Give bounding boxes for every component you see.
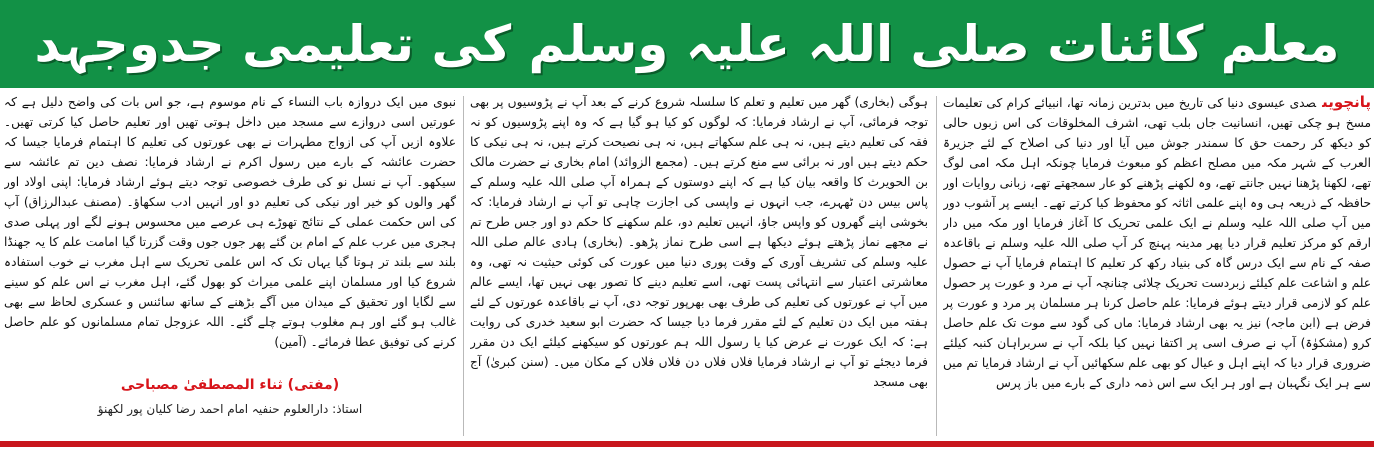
author-byline: (مفتی) ثناء المصطفیٰ مصباحی [120,377,340,393]
column-divider [936,96,937,436]
column-3-paragraph: نبوی میں ایک دروازہ باب النساء کے نام موسوم ہے، جو اس بات کی واضح دلیل ہے کہ عورتیں اسی دروازے سے مسجد میں داخل ہوتی تھیں اور تعلیم حاصل کیا کرتی تھیں۔ علاوہ ازیں آپ کی ازواج مطہرات نے بھی عورتوں کی تعلیم کا اہتمام فرمایا جیسا کہ حضرت عائشہ کے بارے میں رسول اکرم نے ارشاد فرمایا: نصف دین تم عائشہ سے سیکھو۔ آپ نے نسل نو کی طرف خصوصی توجہ دیتے ہوئے ارشاد فرمایا: اپنی اولاد اور گھر والوں کو خیر اور نیکی کی تعلیم دو اور انہیں ادب سکھاؤ۔ (مصنف عبدالرزاق) آپ کی اس حکمت عملی کے نتائج تھوڑے ہی عرصے میں محسوس ہونے لگے اور پہلی صدی ہجری میں عرب علم کے امام بن گئے پھر جوں جوں وقت گزرتا گیا امامت علم کا یہ جھنڈا بلند سے بلند تر ہوتا گیا یہاں تک کہ اس علمی تحریک سے اہل مغرب نے خوب استفادہ شروع کیا اور مسلمان اپنے علمی میراث کو بھول گئے، اہل مغرب نے اس علم کو سینے سے لگایا اور تحقیق کے میدان میں آگے بڑھنے کے ساتھ سائنس و عسکری لحاظ سے بھی غالب ہو گئے اور ہم مغلوب ہوتے چلے گئے۔ اللہ عزوجل تمام مسلمانوں کو علم حاصل کرنے کی توفیق عطا فرمائے۔ (آمین) [4,95,456,349]
column-1-text [943,92,1371,393]
lead-word: پانچویں [1322,93,1371,111]
article-column-2 [470,92,928,442]
headline: معلم کائنات صلی اللہ علیہ وسلم کی تعلیمی جدوجہد [34,15,1340,73]
headline-banner [0,0,1374,88]
column-2-paragraph: ہوگی (بخاری) گھر میں تعلیم و تعلم کا سلسلہ شروع کرنے کے بعد آپ نے پڑوسیوں پر بھی توجہ فرمائی، آپ نے ارشاد فرمایا: کہ لوگوں کو کیا ہو گیا ہے کہ وہ اپنے پڑوسیوں کو نہ فقہ کی تعلیم دیتے ہیں، نہ ہی علم سکھاتے ہیں، نہ ہی نصیحت کرتے ہیں، نہ ہی نیکی کا حکم دیتے ہیں اور نہ برائی سے منع کرتے ہیں۔ (مجمع الزوائد) امام بخاری نے حضرت مالک بن الحویرث کا واقعہ بیان کیا ہے کہ اپنے دوستوں کے ہمراہ آپ صلی اللہ علیہ وسلم کے پاس بیس دن ٹھہرے، جب انہوں نے واپسی کی اجازت چاہی تو آپ نے ارشاد فرمایا: کہ بخوشی اپنے گھروں کو واپس جاؤ، انہیں تعلیم دو، علم سکھنے کا حکم دو اور جس طرح تم نے مجھے نماز پڑھتے ہوئے دیکھا ہے اسی طرح نماز پڑھو۔ (بخاری) ہادی عالم صلی اللہ علیہ وسلم کی تشریف آوری کے وقت پوری دنیا میں عورت کی کوئی حیثیت نہ تھی، وہ معاشرتی اعتبار سے انتہائی پست تھی، اسے تعلیم دینے کا تصور بھی نہیں تھا، ایسے عالم میں آپ نے عورتوں کی تعلیم کی طرف بھی بھرپور توجہ دی، آپ نے باقاعدہ عورتوں کے لئے ہفتہ میں ایک دن تعلیم کے لئے مقرر فرما دیا جیسا کہ حضرت ابو سعید خدری کی روایت ہے: کہ ایک عورت نے عرض کیا یا رسول اللہ ہم عورتوں کو سیکھنے کیلئے ایک دن مقرر فرما دیجئے تو آپ نے ارشاد فرمایا فلاں فلاں دن فلاں فلاں کے مکان میں۔ (سنن کبریٰ) آج بھی مسجد [470,95,928,389]
column-1-paragraph: صدی عیسوی دنیا کی تاریخ میں بدترین زمانہ تھا، انبیائے کرام کی تعلیمات مسخ ہو چکی تھیں، انسانیت جاں بلب تھی، اشرف المخلوقات کی اس زبوں حالی کو دیکھ کر رحمت حق کا سمندر جوش میں آیا اور دنیا کی اصلاح کے لئے جزیرۃ العرب کے شہر مکہ میں مصلح اعظم کو مبعوث فرمایا چونکہ اہل مکہ امی لوگ تھے، لکھنا پڑھنا نہیں جانتے تھے، وہ لکھنے پڑھنے کو عار سمجھتے تھے، زبانی روایات اور حافظہ کے ذریعہ ہی وہ اپنے علمی اثاثہ کو محفوظ کیا کرتے تھے۔ ایسے پر آشوب دور میں آپ صلی اللہ علیہ وسلم نے ایک علمی تحریک کا آغاز فرمایا اور مکہ میں دار ارقم کو مرکز تعلیم قرار دیا پھر مدینہ پہنچ کر آپ صلی اللہ علیہ وسلم نے باقاعدہ صفہ کے نام سے ایک درس گاہ کی بنیاد رکھ کر تعلیم کا اہتمام فرمایا آپ نے حصول علم و اشاعت علم کیلئے زبردست تحریک چلائی چنانچہ آپ نے مرد و عورت پر حصول علم کو لازمی قرار دیتے ہوئے فرمایا: علم حاصل کرنا ہر مسلمان پر مرد و عورت پر فرض ہے (ابن ماجہ) نیز یہ بھی ارشاد فرمایا: ماں کی گود سے موت تک علم حاصل کرو (مشکوٰۃ) آپ نے صرف اسی پر اکتفا نہیں کیا بلکہ آپ نے سربراہان کنبہ کیلئے ضروری قرار دیا کہ اپنے اہل و عیال کو بھی علم سکھائیں آپ نے ارشاد فرمایا تم میں سے ہر ایک نگہبان ہے اور ہر ایک سے اس ذمہ داری کے بارے میں باز پرس [943,96,1371,390]
bottom-rule [0,441,1374,447]
column-divider [463,96,464,436]
article-column-1 [943,92,1371,442]
author-affiliation: استاذ: دارالعلوم حنفیہ امام احمد رضا کلیان پور لکھنؤ [97,402,363,416]
